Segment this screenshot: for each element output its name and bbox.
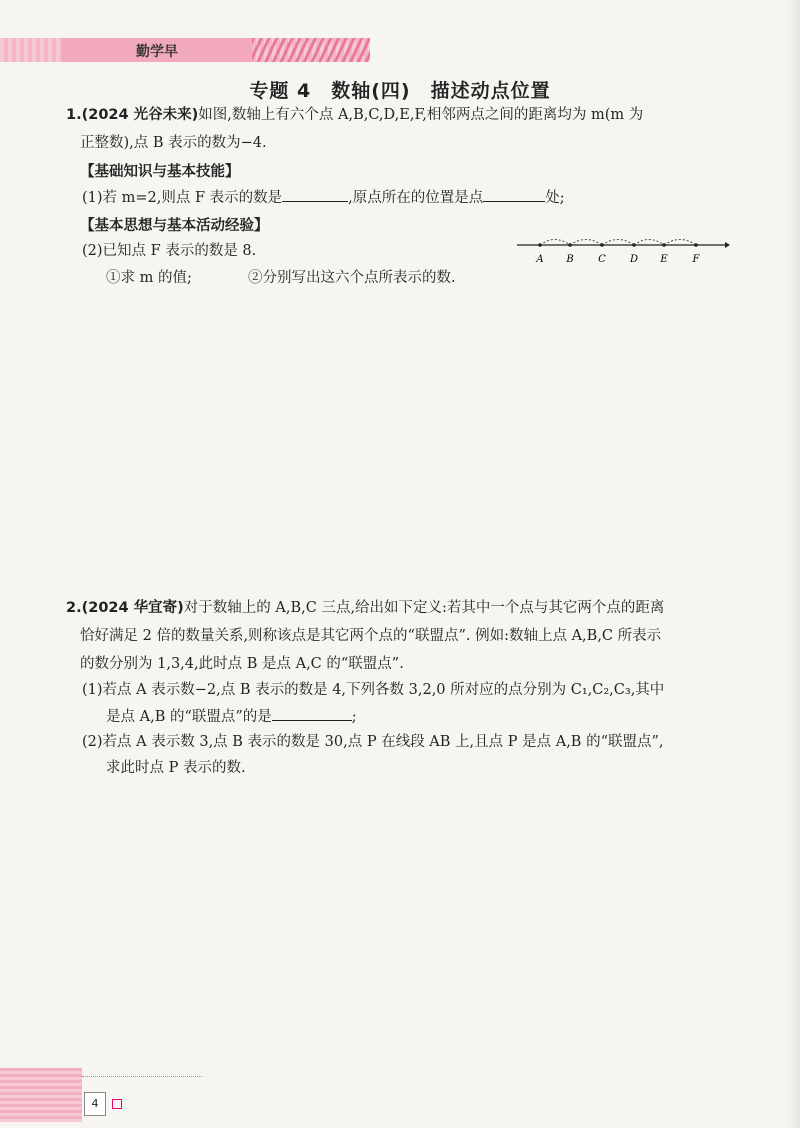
q2-part2-line2: 求此时点 P 表示的数. (106, 760, 246, 776)
number-line-point-e (662, 243, 666, 247)
number-line-point-f (694, 243, 698, 247)
number-line-point-a (538, 243, 542, 247)
q2-source: (2024 华宜寄) (81, 600, 184, 616)
q1-part2: (2)已知点 F 表示的数是 8. (82, 243, 257, 259)
number-line-label-d: D (629, 254, 639, 265)
q2-part1-line1: (1)若点 A 表示数−2,点 B 表示的数是 4,下列各数 3,2,0 所对应的点分别为 C₁,C₂,C₃,其中 (82, 682, 665, 698)
q1-part2-a: ①求 m 的值; (106, 270, 192, 286)
q1-part2-b: ②分别写出这六个点所表示的数. (248, 270, 456, 286)
footer-band (0, 1068, 82, 1122)
q1-section-2: 【基本思想与基本活动经验】 (80, 218, 269, 234)
page-title: 专题 4 数轴(四) 描述动点位置 (249, 80, 551, 102)
number-line-figure (515, 236, 730, 266)
q1-part1-a: (1)若 m=2,则点 F 表示的数是 (82, 190, 283, 206)
q2-line1 (66, 598, 664, 618)
q1-part1-b: ,原点所在的位置是点 (348, 190, 484, 206)
number-line-point-c (600, 243, 604, 247)
q2-part2-line1: (2)若点 A 表示数 3,点 B 表示的数是 30,点 P 在线段 AB 上,且点 P 是点 A,B 的“联盟点”, (82, 734, 664, 750)
q2-part1-b: 是点 A,B 的“联盟点”的是 (106, 709, 272, 725)
number-line-label-f: F (692, 254, 700, 265)
number-line-label-b: B (566, 254, 574, 265)
q1-text-1: 如图,数轴上有六个点 A,B,C,D,E,F,相邻两点之间的距离均为 m(m 为 (198, 107, 644, 123)
q2-number: 2. (66, 600, 82, 616)
number-line-arcs (540, 240, 696, 246)
q1-section-1: 【基础知识与基本技能】 (80, 164, 240, 180)
page-number: 4 (84, 1092, 106, 1116)
q1-line2: 正整数),点 B 表示的数为−4. (80, 135, 267, 151)
header-band-stripes (252, 38, 370, 62)
number-line-label-a: A (536, 254, 544, 265)
answer-blank-1[interactable] (282, 187, 348, 202)
number-line-arrow (725, 242, 730, 248)
answer-blank-2[interactable] (483, 187, 545, 202)
number-line-points (535, 243, 700, 265)
number-line-label-c: C (598, 254, 606, 265)
q2-part1-line2 (106, 706, 357, 727)
number-line-point-b (568, 243, 572, 247)
q2-line3: 的数分别为 1,3,4,此时点 B 是点 A,C 的“联盟点”. (80, 656, 404, 672)
q1-line1 (66, 105, 643, 125)
page-edge (786, 0, 800, 1128)
number-line-point-d (632, 243, 636, 247)
q1-part1 (82, 187, 565, 208)
page-square-icon (112, 1099, 122, 1109)
q2-line2: 恰好满足 2 倍的数量关系,则称该点是其它两个点的“联盟点”. 例如:数轴上点 A,B,C 所表示 (80, 628, 662, 644)
q1-number: 1. (66, 107, 82, 123)
q2-part1-c: ; (351, 709, 357, 725)
header-label: 勤学早 (136, 44, 178, 60)
q1-part1-c: 处; (545, 190, 565, 206)
header-band (0, 38, 370, 62)
q2-text-1: 对于数轴上的 A,B,C 三点,给出如下定义:若其中一个点与其它两个点的距离 (183, 600, 665, 616)
q1-source: (2024 光谷未来) (81, 107, 199, 123)
footer-line (82, 1076, 202, 1077)
answer-blank-3[interactable] (272, 706, 352, 721)
number-line-label-e: E (660, 254, 668, 265)
